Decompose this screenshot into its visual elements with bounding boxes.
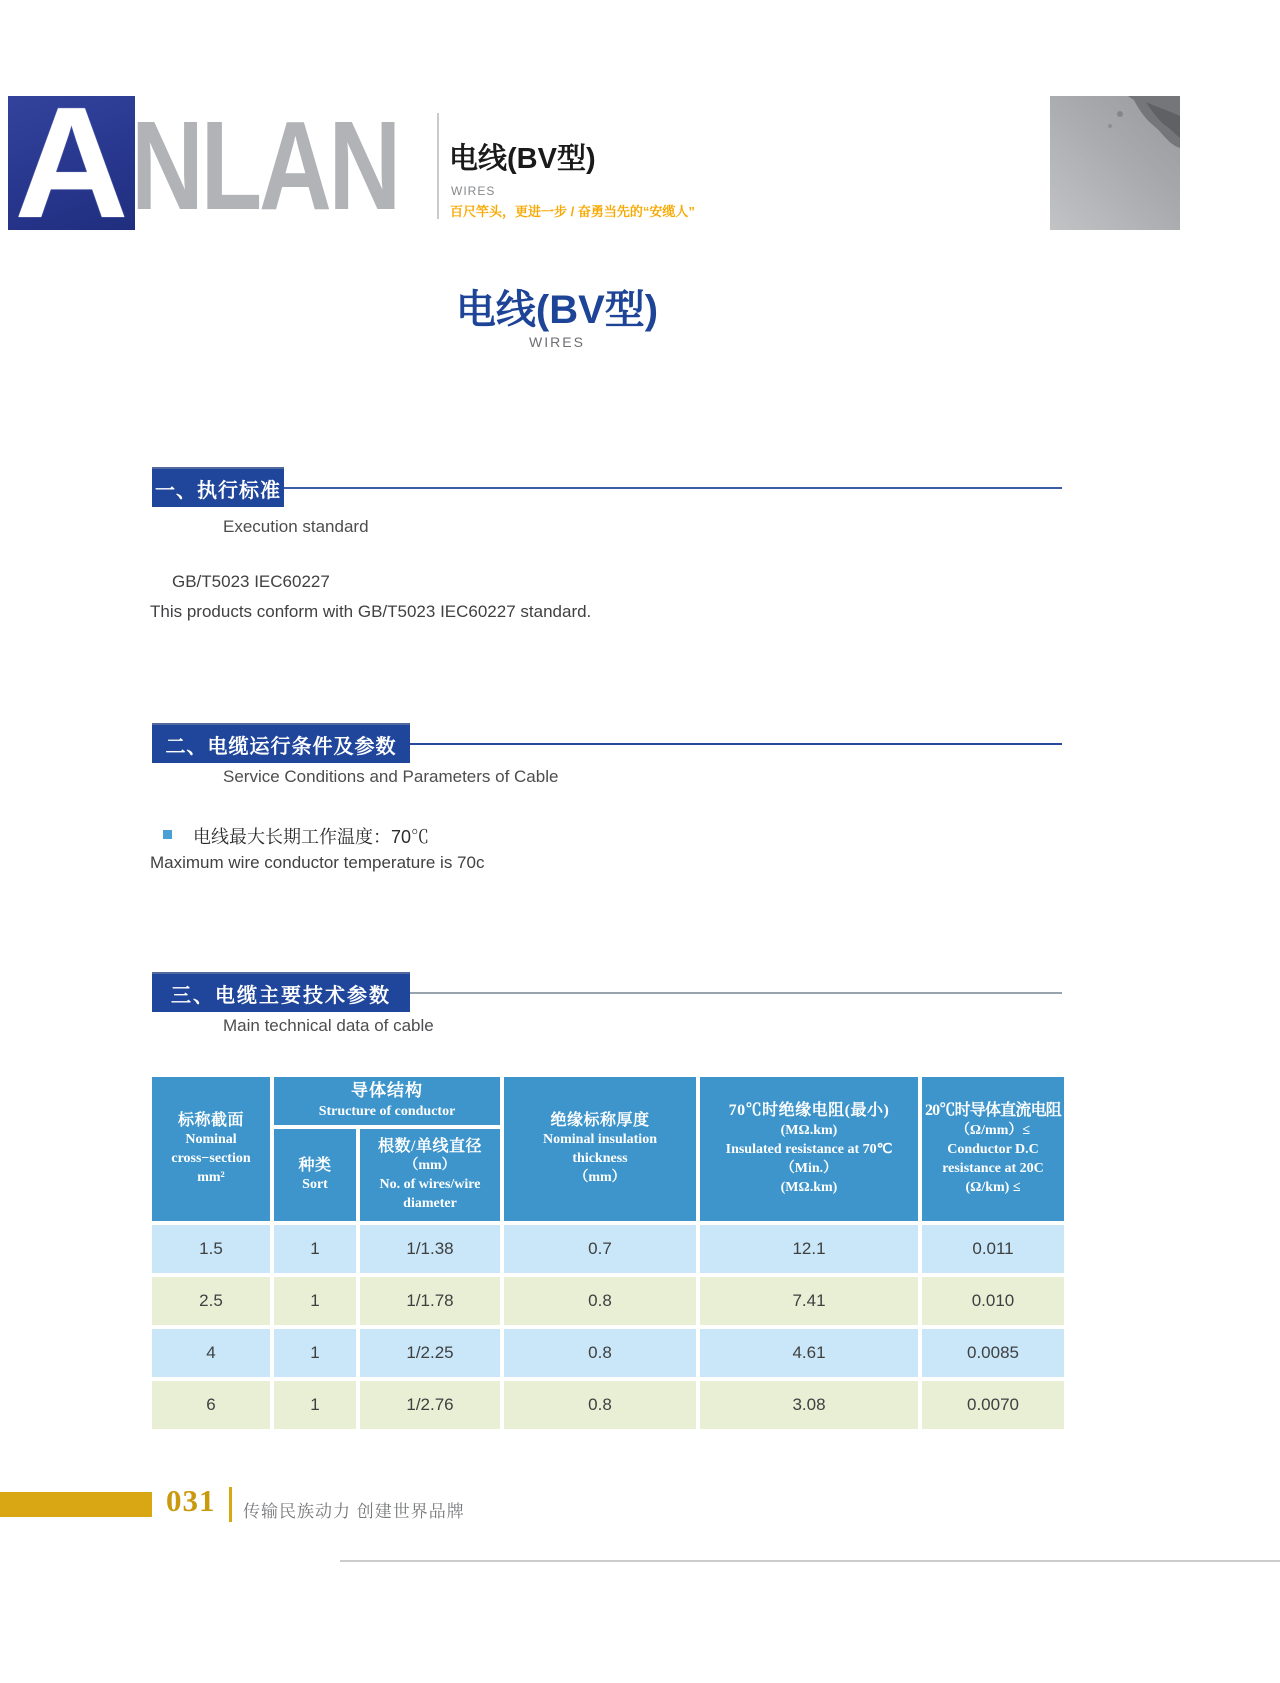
table-cell: 2.5 bbox=[152, 1277, 270, 1325]
footer-slogan: 传输民族动力 创建世界品牌 bbox=[243, 1502, 465, 1521]
table-cell: 0.0070 bbox=[922, 1381, 1064, 1429]
col-header-wires-diameter: 根数/单线直径 （mm） No. of wires/wire diameter bbox=[360, 1129, 500, 1221]
header-product-title: 电线(BV型) bbox=[449, 143, 596, 175]
section-subheading-service-conditions: Service Conditions and Parameters of Cable bbox=[223, 767, 559, 786]
table-cell: 7.41 bbox=[700, 1277, 918, 1325]
table-cell: 1/1.38 bbox=[360, 1225, 500, 1273]
table-cell: 1 bbox=[274, 1225, 356, 1273]
standard-statement: This products conform with GB/T5023 IEC60227 standard. bbox=[150, 602, 592, 621]
section-heading-technical-data: 三、电缆主要技术参数 bbox=[152, 972, 410, 1012]
col-header-sort: 种类 Sort bbox=[274, 1129, 356, 1221]
table-cell: 0.8 bbox=[504, 1277, 696, 1325]
max-temperature-zh: 电线最大长期工作温度：70℃ bbox=[193, 827, 430, 847]
table-cell: 1.5 bbox=[152, 1225, 270, 1273]
logo-letter-a: A bbox=[14, 96, 129, 230]
footer-rule bbox=[340, 1560, 1280, 1562]
page-subtitle: WIRES bbox=[529, 334, 585, 350]
section-heading-service-conditions: 二、电缆运行条件及参数 bbox=[152, 723, 410, 763]
section-rule bbox=[410, 743, 1062, 745]
section-rule bbox=[284, 487, 1062, 489]
table-cell: 0.7 bbox=[504, 1225, 696, 1273]
logo-mark bbox=[8, 96, 135, 230]
page-number: 031 bbox=[166, 1483, 216, 1518]
col-header-insulation-resistance: 70℃时绝缘电阻(最小) (MΩ.km) Insulated resistance at 70℃ （Min.） (MΩ.km) bbox=[700, 1077, 918, 1221]
footer-accent-bar bbox=[0, 1492, 152, 1517]
col-header-insulation-thickness: 绝缘标称厚度 Nominal insulation thickness （mm） bbox=[504, 1077, 696, 1221]
max-temperature-en: Maximum wire conductor temperature is 70c bbox=[150, 853, 485, 872]
standard-codes: GB/T5023 IEC60227 bbox=[172, 572, 330, 591]
table-cell: 3.08 bbox=[700, 1381, 918, 1429]
header-product-subtitle: WIRES bbox=[451, 184, 496, 198]
footer-divider bbox=[229, 1487, 232, 1522]
section-subheading-execution-standard: Execution standard bbox=[223, 517, 369, 536]
col-header-dc-resistance: 20℃时导体直流电阻 （Ω/mm）≤ Conductor D.C resistance at 20C (Ω/km) ≤ bbox=[922, 1077, 1064, 1221]
section-subheading-technical-data: Main technical data of cable bbox=[223, 1016, 434, 1035]
table-cell: 1 bbox=[274, 1381, 356, 1429]
table-cell: 1 bbox=[274, 1277, 356, 1325]
bullet-square-icon bbox=[163, 830, 172, 839]
technical-data-table bbox=[152, 1077, 1064, 1429]
table-cell: 0.8 bbox=[504, 1381, 696, 1429]
section-heading-execution-standard: 一、执行标准 bbox=[152, 467, 284, 507]
page-title: 电线(BV型) bbox=[455, 288, 659, 332]
section-rule bbox=[410, 992, 1062, 994]
table-cell: 4.61 bbox=[700, 1329, 918, 1377]
table-cell: 1/1.78 bbox=[360, 1277, 500, 1325]
header-slogan: 百尺竿头，更进一步 / 奋勇当先的“安缆人” bbox=[450, 204, 695, 219]
table-cell: 12.1 bbox=[700, 1225, 918, 1273]
table-cell: 4 bbox=[152, 1329, 270, 1377]
table-cell: 1/2.76 bbox=[360, 1381, 500, 1429]
col-header-cross-section: 标称截面 Nominal cross−section mm² bbox=[152, 1077, 270, 1221]
header-photo bbox=[1050, 96, 1180, 230]
table-cell: 0.8 bbox=[504, 1329, 696, 1377]
table-cell: 1 bbox=[274, 1329, 356, 1377]
table-cell: 1/2.25 bbox=[360, 1329, 500, 1377]
logo-wordmark: NLAN bbox=[131, 95, 399, 236]
table-cell: 0.011 bbox=[922, 1225, 1064, 1273]
table-cell: 0.0085 bbox=[922, 1329, 1064, 1377]
col-group-header-conductor-structure: 导体结构 Structure of conductor bbox=[274, 1077, 500, 1125]
table-cell: 0.010 bbox=[922, 1277, 1064, 1325]
table-cell: 6 bbox=[152, 1381, 270, 1429]
header-divider bbox=[437, 113, 439, 219]
